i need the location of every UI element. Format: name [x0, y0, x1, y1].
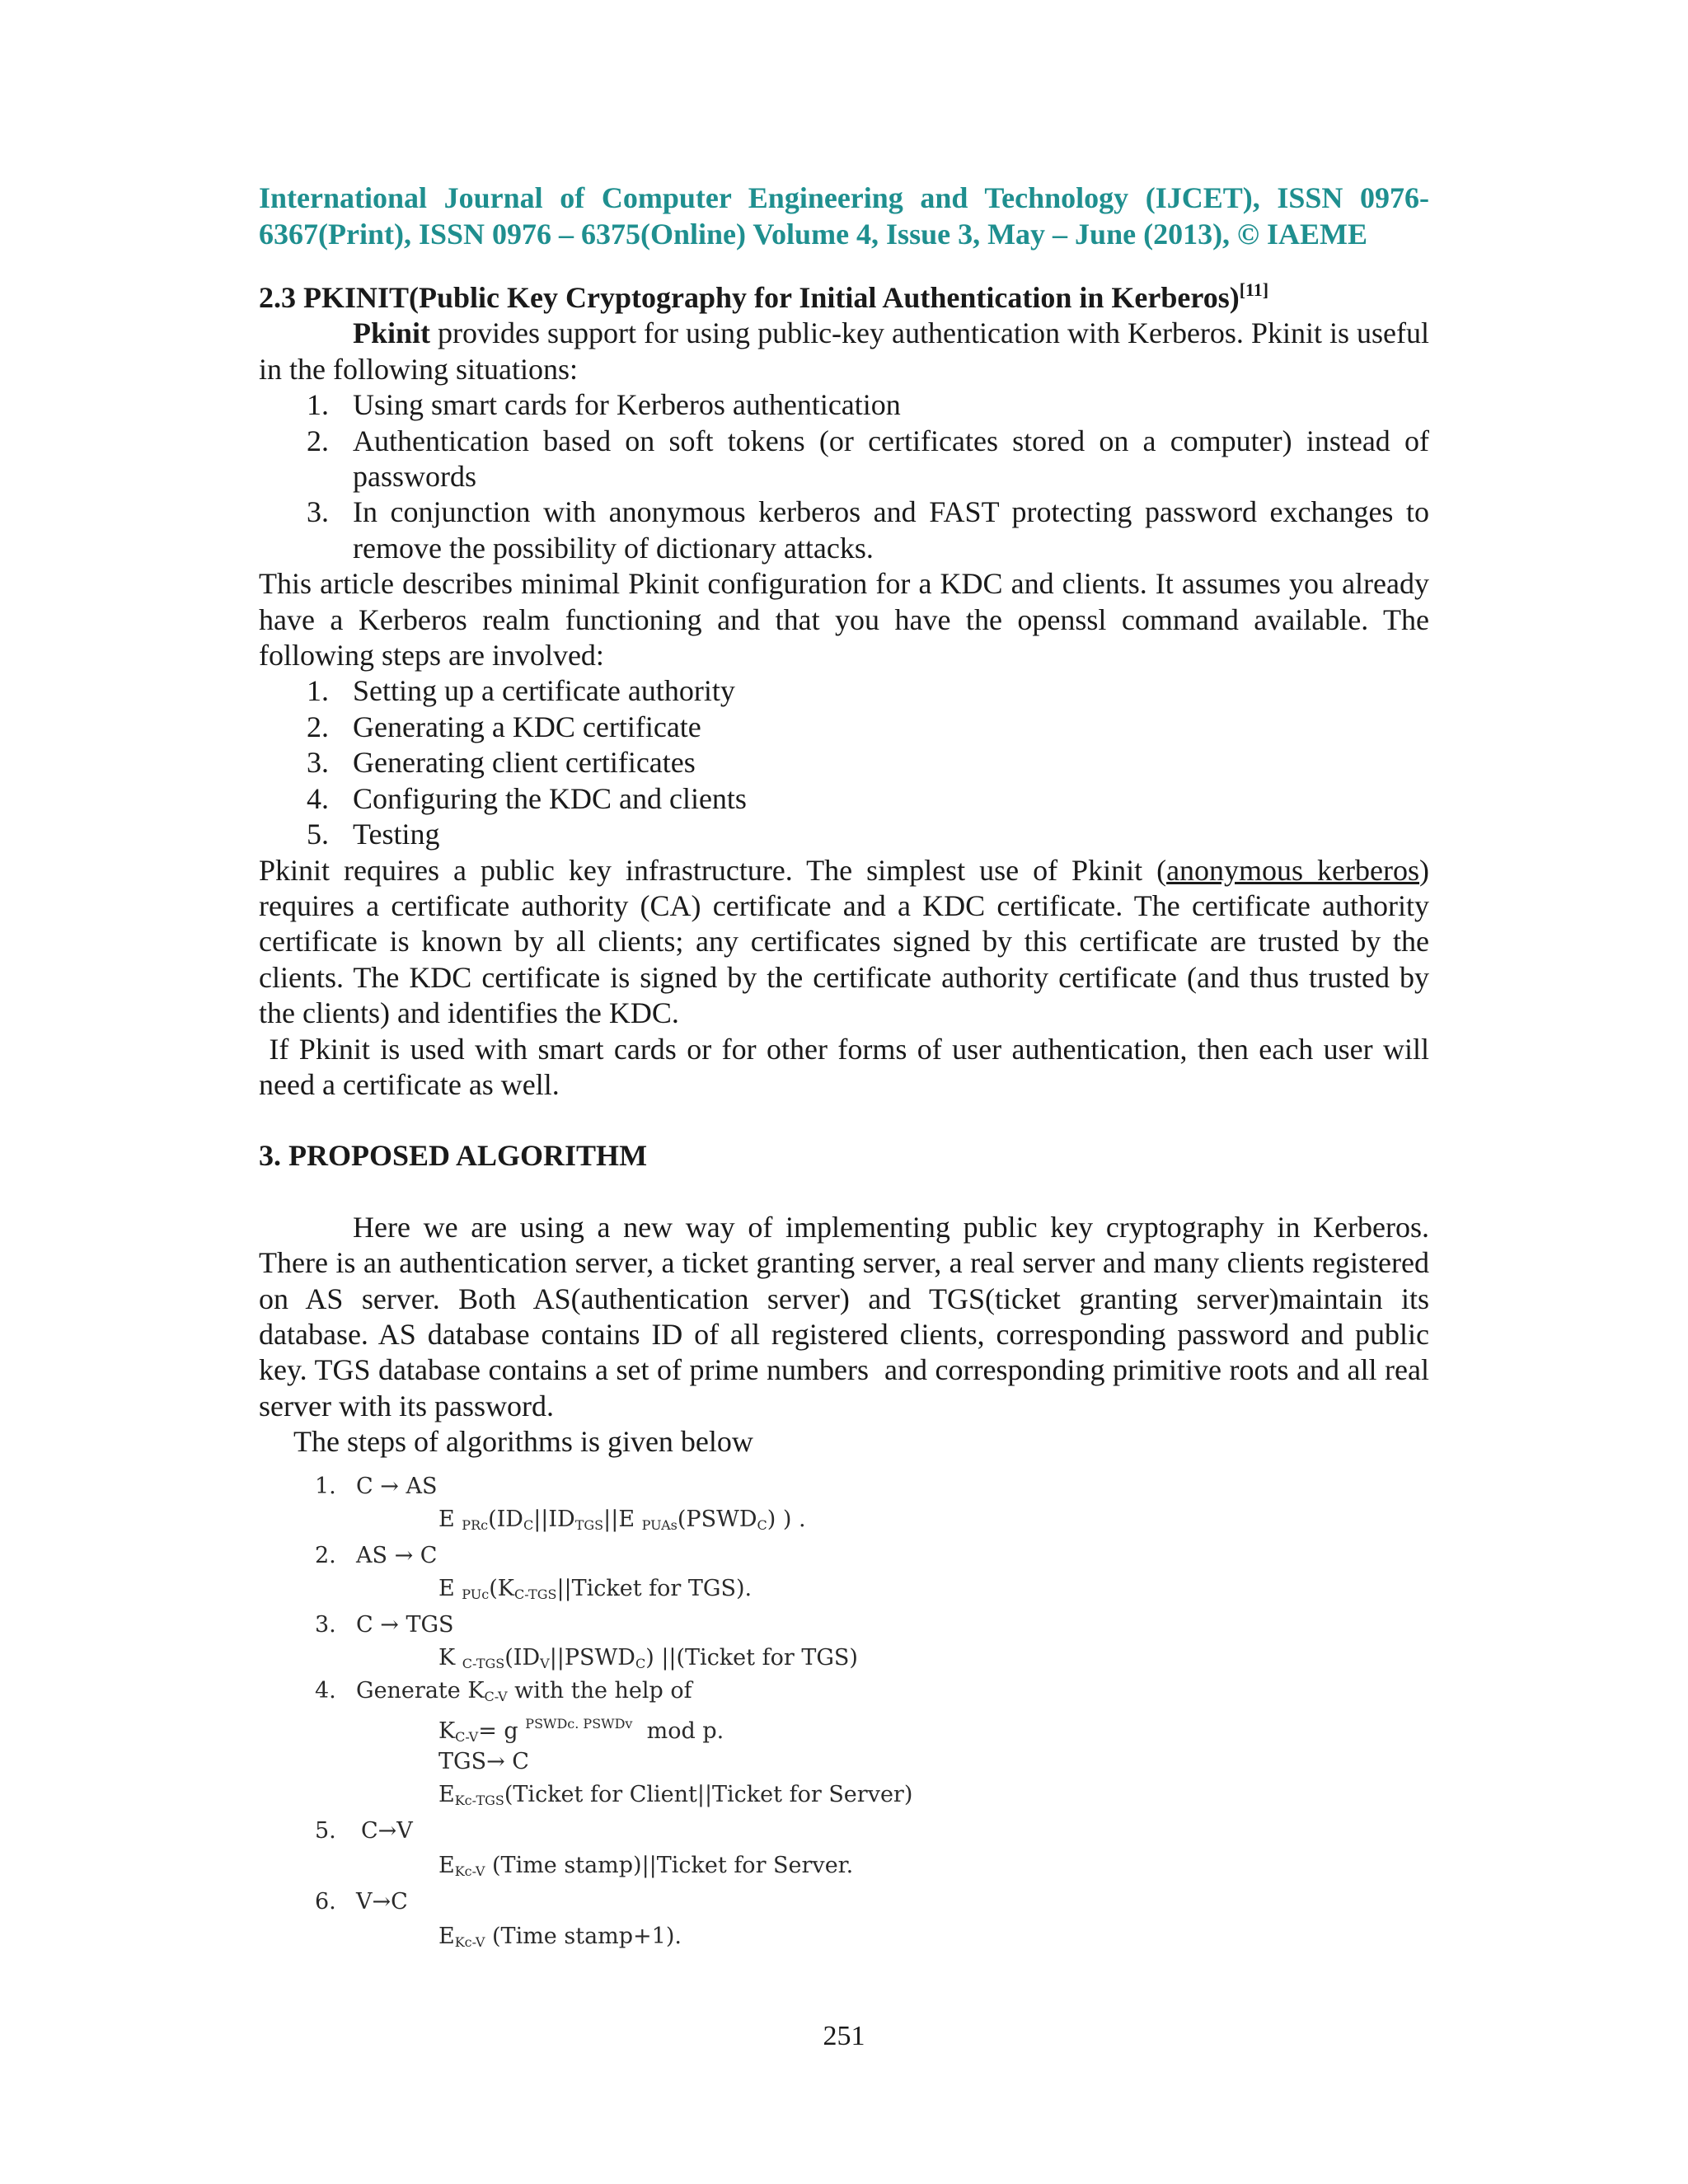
- list-number: 4.: [307, 781, 329, 815]
- algo-expression: TGS→ C: [438, 1748, 529, 1774]
- page-content: [259, 180, 1437, 1950]
- list-item-text: Generating client certificates: [353, 746, 696, 780]
- list-item-text: Authentication based on soft tokens (or certificates stored on a computer) instead of passwords: [353, 424, 1429, 494]
- algo-step-head: V→C: [356, 1888, 408, 1915]
- list-item-text: Generating a KDC certificate: [353, 710, 701, 743]
- algo-expression: $E_{Kc-TGS}(Ticket$ for Client||Ticket for Server): [438, 1781, 913, 1808]
- section-2-3-title-text: 2.3 PKINIT(Public Key Cryptography for Initial Authentication in Kerberos): [259, 281, 1240, 314]
- spacer: [259, 1103, 1429, 1138]
- list-number: 2.: [307, 424, 329, 457]
- algo-expression: $K_{C-V}= g$ $^{PSWDc. PSWDv}$ mod p.: [438, 1715, 724, 1745]
- steps-intro: The steps of algorithms is given below: [293, 1425, 753, 1459]
- algo-step-head: Generate $K_{C-V}$ with the help of: [356, 1677, 692, 1704]
- config-paragraph: This article describes minimal Pkinit configuration for a KDC and clients. It assumes you already have a Kerberos realm functioning and that you have the openssl command available. The following steps are involved:: [259, 567, 1429, 673]
- config-steps-list: [259, 673, 1429, 852]
- list-item: [259, 781, 1429, 817]
- pkinit-intro-bold: Pkinit: [353, 316, 431, 350]
- list-number: 2.: [307, 710, 329, 743]
- proposed-paragraph: Here we are using a new way of implementing public key cryptography in Kerberos. There is an authentication server, a ticket granting server, a real server and many clients registered on AS server. Both AS(authentication server) and TGS(ticket granting server)maintain its database. AS database contains ID of all registered clients, corresponding password and public key. TGS database contains a set of prime numbers and corresponding primitive roots and all real server with its password.: [259, 1210, 1437, 1422]
- list-item: [259, 387, 1429, 423]
- section-2-3-title: [259, 272, 1429, 316]
- algo-step-number: 3.: [315, 1611, 336, 1638]
- list-number: 1.: [307, 674, 329, 708]
- section-3-title: 3. PROPOSED ALGORITHM: [259, 1139, 648, 1173]
- pkinit-intro: [259, 316, 1429, 387]
- list-item-text: In conjunction with anonymous kerberos and FAST protecting password exchanges to remove the possibility of dictionary attacks.: [353, 495, 1429, 565]
- pkinit-intro-text: provides support for using public-key authentication with Kerberos. Pkinit is useful in the following situations:: [259, 316, 1429, 386]
- list-item: [259, 817, 1429, 852]
- spacer: [259, 1174, 1429, 1210]
- list-number: 5.: [307, 818, 329, 851]
- algo-step-number: 5.: [315, 1817, 336, 1844]
- algo-expression: $E_{Kc-V}$ (Time stamp+1).: [438, 1923, 682, 1950]
- algo-step-number: 2.: [315, 1542, 336, 1568]
- algo-step-head: C → AS: [356, 1473, 438, 1499]
- smart-card-paragraph: If Pkinit is used with smart cards or for other forms of user authentication, then each user will need a certificate as well.: [259, 1032, 1437, 1101]
- list-item-text: Configuring the KDC and clients: [353, 781, 747, 815]
- algo-step-number: 4.: [315, 1677, 336, 1704]
- journal-header: [259, 180, 1429, 252]
- algo-expression: K $_{C-TGS}(ID_V||PSWD_C)$ ||(Ticket for TGS): [438, 1644, 858, 1671]
- citation-ref: [11]: [1239, 279, 1269, 300]
- list-item-text: Using smart cards for Kerberos authentication: [353, 388, 901, 422]
- list-item: [259, 494, 1429, 566]
- list-item: [259, 710, 1429, 745]
- algo-expression: E $_{PUc}(K_{C-TGS}||Ticket$ for TGS).: [438, 1575, 753, 1602]
- page-number: 251: [823, 2021, 865, 2051]
- list-number: 3.: [307, 495, 329, 529]
- list-item: [259, 745, 1429, 780]
- pki-paragraph-text-b: ) requires a certificate authority (CA) certificate and a KDC certificate. The certificate authority certificate is known by all clients; any certificates signed by this certificate are trusted by the clients. The KDC certificate is signed by the certificate authority certificate (and thus trusted by the clients) and identifies the KDC.: [259, 853, 1429, 1030]
- pki-paragraph-text-a: Pkinit requires a public key infrastructure. The simplest use of Pkinit (: [259, 853, 1167, 887]
- algo-expression: E $_{PRc}(ID_C||ID_{TGS}||E$ $_{PUAs}(PSWD_C)$ ) .: [438, 1506, 806, 1533]
- algo-step-head: C → TGS: [356, 1611, 454, 1638]
- algorithm-steps: [259, 1469, 1429, 1950]
- list-item-text: Setting up a certificate authority: [353, 674, 735, 708]
- algo-step-head: C→V: [361, 1817, 413, 1844]
- pki-paragraph: [259, 853, 1429, 1032]
- situations-list: [259, 387, 1429, 566]
- list-item: [259, 673, 1429, 709]
- journal-header-line2: 6367(Print), ISSN 0976 – 6375(Online) Volume 4, Issue 3, May – June (2013), © IAEME: [259, 218, 1367, 251]
- algo-step-head-text: Generate: [356, 1677, 461, 1704]
- journal-header-line1: International Journal of Computer Engineering and Technology (IJCET), ISSN 0976-: [259, 181, 1429, 214]
- algo-expression: $E_{Kc-V}$ (Time stamp)||Ticket for Server.: [438, 1852, 854, 1879]
- list-number: 1.: [307, 388, 329, 422]
- algo-step-number: 6.: [315, 1888, 336, 1915]
- anonymous-kerberos-link[interactable]: anonymous kerberos: [1166, 853, 1419, 887]
- list-item: [259, 424, 1429, 495]
- algo-step-head: AS → C: [356, 1542, 438, 1568]
- list-item-text: Testing: [353, 818, 440, 851]
- list-number: 3.: [307, 746, 329, 780]
- algo-step-number: 1.: [315, 1473, 336, 1499]
